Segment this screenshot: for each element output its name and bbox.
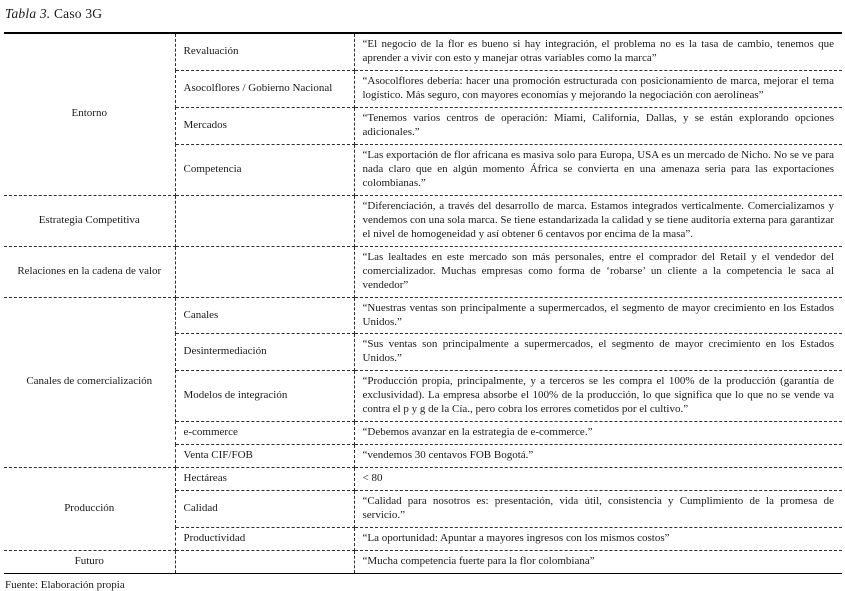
sub-cell: Mercados [175, 107, 354, 144]
quote-cell: “El negocio de la flor es bueno si hay integración, el problema no es la tasa de cambio, tenemos que aprender a vivir con esto y manejar otras variables como la marca” [354, 34, 842, 70]
sub-cell: Venta CIF/FOB [175, 445, 354, 468]
group-cell-estrategia-competitiva: Estrategia Competitiva [4, 195, 175, 246]
quote-cell: “Sus ventas son principalmente a supermercados, el segmento de mayor crecimiento en los Estados Unidos.” [354, 334, 842, 371]
sub-cell: Modelos de integración [175, 371, 354, 422]
source-note: Fuente: Elaboración propia [5, 579, 125, 591]
sub-cell: Competencia [175, 144, 354, 195]
quote-cell: “Asocolflores debería: hacer una promoción estructurada con posicionamiento de marca, mejorar el tema logístico. Más seguro, con mayores economías y mejorando la negociación con aerolíneas” [354, 70, 842, 107]
sub-cell: Calidad [175, 491, 354, 528]
sub-cell: Revaluación [175, 34, 354, 70]
quote-cell: “Las lealtades en este mercado son más personales, entre el comprador del Retail y el vendedor del comercializador. Muchas empresas como forma de ‘robarse’ un cliente a la competencia le saca al vendedor” [354, 246, 842, 297]
quote-cell: “Debemos avanzar en la estrategia de e-commerce.” [354, 422, 842, 445]
table-caption-text: Caso 3G [53, 6, 103, 21]
sub-cell: Canales [175, 297, 354, 334]
table-row [4, 468, 842, 491]
table-row [4, 551, 842, 573]
quote-cell: “Tenemos varios centros de operación: Miami, California, Dallas, y se están explorando opciones adicionales.” [354, 107, 842, 144]
table-title [4, 4, 842, 32]
sub-cell-empty [175, 551, 354, 573]
group-cell-futuro: Futuro [4, 551, 175, 573]
sub-cell-empty [175, 246, 354, 297]
quote-cell: “Calidad para nosotros es: presentación, vida útil, consistencia y Cumplimiento de la promesa de servicio.” [354, 491, 842, 528]
table-row [4, 246, 842, 297]
case-3g-table [4, 34, 842, 573]
quote-cell: < 80 [354, 468, 842, 491]
group-cell-canales-comercializacion: Canales de comercialización [4, 297, 175, 468]
table-row [4, 297, 842, 334]
quote-cell: “Mucha competencia fuerte para la flor colombiana” [354, 551, 842, 573]
quote-cell: “Nuestras ventas son principalmente a supermercados, el segmento de mayor crecimiento en los Estados Unidos.” [354, 297, 842, 334]
sub-cell: Asocolflores / Gobierno Nacional [175, 70, 354, 107]
sub-cell: Productividad [175, 528, 354, 551]
sub-cell: Desintermediación [175, 334, 354, 371]
group-cell-relaciones-cadena-valor: Relaciones en la cadena de valor [4, 246, 175, 297]
group-cell-produccion: Producción [4, 468, 175, 551]
table-number-label: Tabla 3. [5, 6, 51, 21]
quote-cell: “Las exportación de flor africana es masiva solo para Europa, USA es un mercado de Nicho. No se ve para nada claro que en algún momento África se convierta en una amenaza seria para las exportaciones colombianas.” [354, 144, 842, 195]
sub-cell-empty [175, 195, 354, 246]
group-cell-entorno: Entorno [4, 34, 175, 195]
sub-cell: e-commerce [175, 422, 354, 445]
table-row [4, 34, 842, 70]
quote-cell: “La oportunidad: Apuntar a mayores ingresos con los mismos costos” [354, 528, 842, 551]
case-table-frame [4, 32, 842, 574]
quote-cell: “vendemos 30 centavos FOB Bogotá.” [354, 445, 842, 468]
quote-cell: “Diferenciación, a través del desarrollo de marca. Estamos integrados verticalmente. Comercializamos y vendemos con una sola marca. Se tiene estandarizada la calidad y se tiene auditoría externa para garantizar el nivel de homogeneidad y así obtener 6 centavos por encima de la masa”. [354, 195, 842, 246]
quote-cell: “Producción propia, principalmente, y a terceros se les compra el 100% de la producción (garantía de exclusividad). La empresa absorbe el 100% de la producción, lo que significa que lo que no se vende va contra el p y g de la Cía., pero cobra los errores cometidos por el cultivo.” [354, 371, 842, 422]
table-row [4, 195, 842, 246]
sub-cell: Hectáreas [175, 468, 354, 491]
